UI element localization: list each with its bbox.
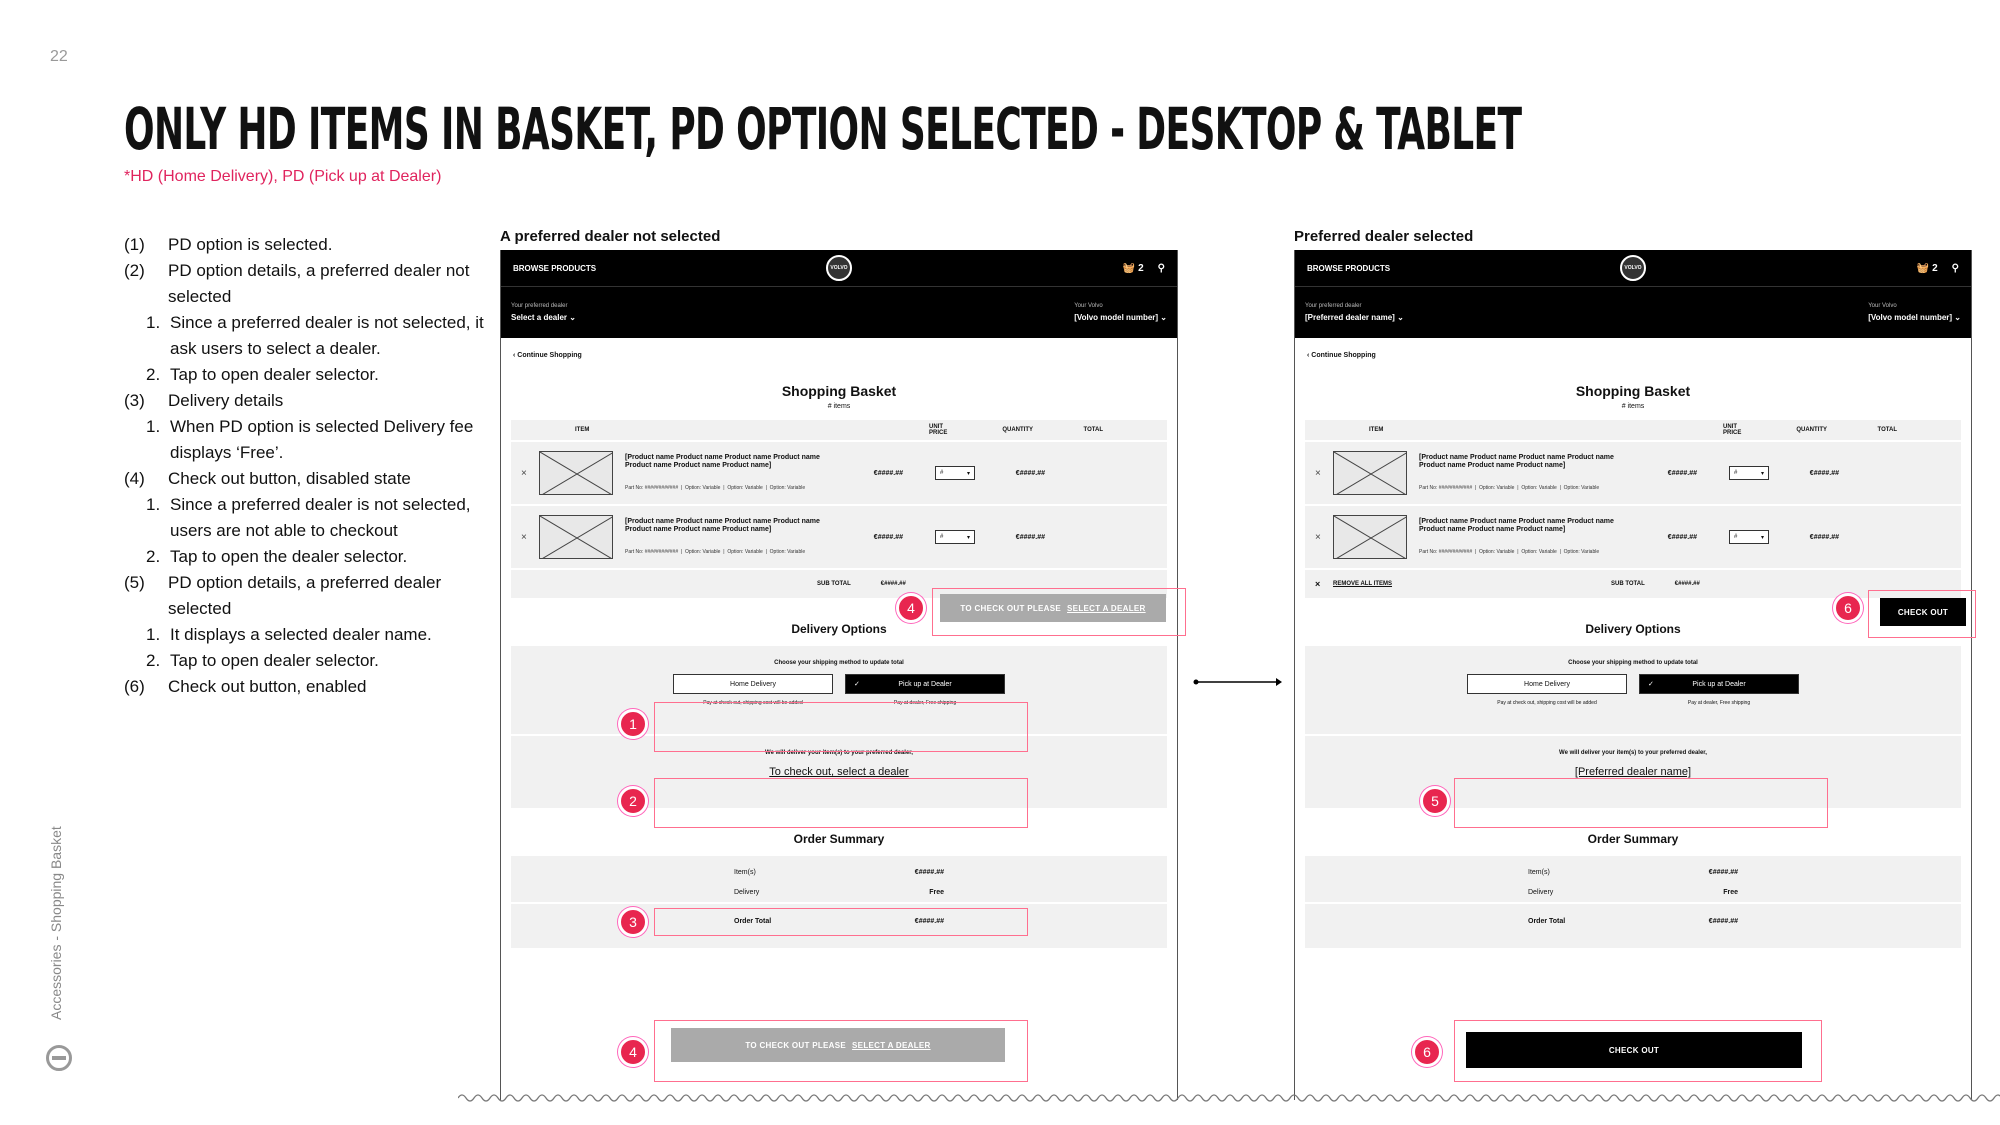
unit-price: €####.##	[873, 469, 903, 477]
checkout-button-top[interactable]: CHECK OUT	[1880, 598, 1966, 626]
chevron-down-icon: ⌄	[1160, 313, 1167, 322]
annotation-badge-2: 2	[618, 786, 648, 816]
page-subtitle: *HD (Home Delivery), PD (Pick up at Dealer)	[124, 168, 442, 185]
annotation-badge-4b: 4	[618, 1037, 648, 1067]
unit-price: €####.##	[1667, 533, 1697, 541]
top-nav	[1295, 250, 1971, 286]
dealer-details-block: We will deliver your item(s) to your preferred dealer, [Preferred dealer name]	[1305, 736, 1961, 808]
cart-icon[interactable]: 🧺 2	[1916, 262, 1938, 274]
volvo-logo-icon[interactable]: VOLVO	[1620, 255, 1646, 281]
page-number: 22	[50, 48, 68, 65]
basket-title: Shopping Basket	[781, 383, 897, 399]
checkout-disabled-button-top[interactable]: TO CHECK OUT PLEASE SELECT A DEALER	[940, 594, 1166, 622]
items-count: # items	[1621, 403, 1645, 410]
quantity-select[interactable]: # ▾	[1729, 466, 1769, 480]
preferred-dealer-link[interactable]: [Preferred dealer name]	[1574, 766, 1692, 778]
annotation-box-4a	[932, 588, 1186, 636]
annotation-badge-6a: 6	[1833, 593, 1863, 623]
annotation-badge-4a: 4	[896, 593, 926, 623]
note-item: 2. Tap to open dealer selector.	[146, 365, 379, 384]
annotation-box-6b	[1454, 1020, 1822, 1082]
product-name[interactable]: [Product name Product name Product name Product name Product name Product name Product name] Part No: ############ | Option: Variable | Option: Variable | Option: Variable	[625, 454, 820, 491]
caret-down-icon: ▾	[1760, 470, 1764, 477]
left-caption: A preferred dealer not selected	[500, 228, 721, 245]
caret-down-icon: ▾	[1760, 534, 1764, 541]
table-row	[1305, 504, 1961, 568]
quantity-select[interactable]: # ▾	[1729, 530, 1769, 544]
dealer-bar	[501, 286, 1177, 338]
basket-table: ITEM UNIT PRICE QUANTITY TOTAL × [Product name Product name Product name Product name Product name Product name Product name] Part No: ############ | Option: Variable | Option: Variable | Option: Variable €####.## # ▾ €####.## × [Product name Product name Product name Product name Product name Product name Product name] Part No: ############ | Option: Variable | Option: Variable | Option: Variable €####.## # ▾ €####.## SUB TOTAL €####.##	[511, 420, 1167, 598]
annotation-badge-3: 3	[618, 907, 648, 937]
home-delivery-option[interactable]: Home Delivery	[1467, 674, 1627, 694]
annotation-box-2	[654, 778, 1028, 828]
subtotal-row: SUB TOTAL €####.##	[511, 568, 1167, 598]
line-total: €####.##	[1809, 533, 1839, 541]
remove-all-link[interactable]: REMOVE ALL ITEMS	[1333, 581, 1393, 587]
note-item: (6) Check out button, enabled	[124, 677, 367, 696]
wavy-divider	[458, 1088, 2000, 1108]
note-item: 1. It displays a selected dealer name.	[146, 625, 432, 644]
note-item: 1. Since a preferred dealer is not selected, it ask users to select a dealer.	[146, 313, 484, 358]
pickup-dealer-option[interactable]: ✓ Pick up at Dealer	[845, 674, 1005, 694]
note-item: (5) PD option details, a preferred dealer selected	[124, 573, 442, 618]
table-row	[1305, 440, 1961, 504]
left-wireframe	[500, 250, 1178, 1100]
volvo-logo-icon	[46, 1045, 72, 1071]
note-item: (3) Delivery details	[124, 391, 284, 410]
dealer-bar	[1295, 286, 1971, 338]
volvo-logo-icon[interactable]: VOLVO	[826, 255, 852, 281]
note-item: 1. When PD option is selected Delivery fee displays ‘Free’.	[146, 417, 474, 462]
annotation-badge-1: 1	[618, 709, 648, 739]
delivery-options-title: Delivery Options	[791, 622, 887, 636]
pickup-dealer-option[interactable]: ✓ Pick up at Dealer	[1639, 674, 1799, 694]
remove-item-icon[interactable]: ×	[521, 531, 527, 543]
chevron-down-icon: ⌄	[569, 313, 576, 322]
line-total: €####.##	[1015, 469, 1045, 477]
product-image-placeholder	[1333, 515, 1407, 559]
caret-down-icon: ▾	[966, 470, 970, 477]
delivery-options-title: Delivery Options	[1585, 622, 1681, 636]
subtotal-row: × REMOVE ALL ITEMS SUB TOTAL €####.##	[1305, 568, 1961, 598]
page-title: ONLY HD ITEMS IN BASKET, PD OPTION SELECTED - DESKTOP & TABLET	[124, 95, 1522, 163]
table-row	[511, 504, 1167, 568]
remove-item-icon[interactable]: ×	[521, 467, 527, 479]
annotation-box-4b	[654, 1020, 1028, 1082]
annotation-box-3	[654, 908, 1028, 936]
checkout-disabled-button[interactable]: TO CHECK OUT PLEASE SELECT A DEALER	[671, 1028, 1005, 1062]
continue-shopping-link[interactable]: ‹ Continue Shopping	[513, 352, 582, 359]
basket-table: ITEM UNIT PRICE QUANTITY TOTAL × [Product name Product name Product name Product name Product name Product name Product name] Part No: ############ | Option: Variable | Option: Variable | Option: Variable €####.## # ▾ €####.## × [Product name Product name Product name Product name Product name Product name Product name] Part No: ############ | Option: Variable | Option: Variable | Option: Variable €####.## # ▾ €####.## × REMOVE ALL ITEMS SUB TOTAL €####.##	[1305, 420, 1961, 598]
sidebar-label: Accessories - Shopping Basket	[48, 826, 64, 1020]
annotation-box-1	[654, 702, 1028, 752]
dealer-selector[interactable]: Your preferred dealer [Preferred dealer name] ⌄	[1305, 303, 1404, 322]
product-name[interactable]: [Product name Product name Product name Product name Product name Product name Product name] Part No: ############ | Option: Variable | Option: Variable | Option: Variable	[1419, 518, 1614, 555]
line-total: €####.##	[1015, 533, 1045, 541]
browse-products-link[interactable]: BROWSE PRODUCTS	[513, 263, 597, 273]
select-dealer-link[interactable]: To check out, select a dealer	[769, 766, 909, 778]
top-nav	[501, 250, 1177, 286]
unit-price: €####.##	[1667, 469, 1697, 477]
chevron-down-icon: ⌄	[1397, 313, 1404, 322]
delivery-options-block: Choose your shipping method to update total Home Delivery ✓ Pick up at Dealer Pay at check out, shipping cost will be added Pay at dealer, Free shipping	[1305, 646, 1961, 734]
product-image-placeholder	[539, 451, 613, 495]
home-delivery-option[interactable]: Home Delivery	[673, 674, 833, 694]
cart-icon[interactable]: 🧺 2	[1122, 262, 1144, 274]
order-summary-title: Order Summary	[793, 832, 885, 846]
annotation-badge-5: 5	[1420, 786, 1450, 816]
remove-item-icon[interactable]: ×	[1315, 467, 1321, 479]
annotation-box-5	[1454, 778, 1828, 828]
product-image-placeholder	[1333, 451, 1407, 495]
check-icon: ✓	[854, 681, 860, 688]
continue-shopping-link[interactable]: ‹ Continue Shopping	[1307, 352, 1376, 359]
product-name[interactable]: [Product name Product name Product name Product name Product name Product name Product name] Part No: ############ | Option: Variable | Option: Variable | Option: Variable	[1419, 454, 1614, 491]
note-item: (1) PD option is selected.	[124, 235, 333, 254]
quantity-select[interactable]: # ▾	[935, 530, 975, 544]
right-wireframe	[1294, 250, 1972, 1100]
annotation-badge-6b: 6	[1412, 1037, 1442, 1067]
unit-price: €####.##	[873, 533, 903, 541]
product-name[interactable]: [Product name Product name Product name Product name Product name Product name Product name] Part No: ############ | Option: Variable | Option: Variable | Option: Variable	[625, 518, 820, 555]
note-item: (4) Check out button, disabled state	[124, 469, 411, 488]
items-count: # items	[827, 403, 851, 410]
volvo-selector[interactable]: Your Volvo [Volvo model number] ⌄	[1868, 303, 1961, 322]
caret-down-icon: ▾	[966, 534, 970, 541]
basket-title: Shopping Basket	[1575, 383, 1691, 399]
remove-item-icon[interactable]: ×	[1315, 531, 1321, 543]
notes-list	[124, 232, 484, 700]
transition-arrow-icon	[1192, 674, 1282, 690]
note-item: 2. Tap to open dealer selector.	[146, 651, 379, 670]
delivery-options-block: Choose your shipping method to update total Home Delivery ✓ Pick up at Dealer Pay at check out, shipping cost will be added Pay at dealer, Free shipping	[511, 646, 1167, 734]
annotation-box-6a	[1868, 590, 1976, 638]
browse-products-link[interactable]: BROWSE PRODUCTS	[1307, 263, 1391, 273]
chevron-down-icon: ⌄	[1954, 313, 1961, 322]
line-total: €####.##	[1809, 469, 1839, 477]
dealer-details-block: We will deliver your item(s) to your preferred dealer, To check out, select a dealer	[511, 736, 1167, 808]
note-item: 2. Tap to open the dealer selector.	[146, 547, 408, 566]
order-summary-block: Item(s) €####.## Delivery Free Order Total €####.##	[511, 856, 1167, 948]
search-icon[interactable]: ⚲	[1951, 262, 1959, 274]
search-icon[interactable]: ⚲	[1157, 262, 1165, 274]
right-caption: Preferred dealer selected	[1294, 228, 1474, 245]
table-row	[511, 440, 1167, 504]
product-image-placeholder	[539, 515, 613, 559]
note-item: 1. Since a preferred dealer is not selected, users are not able to checkout	[146, 495, 471, 540]
order-summary-title: Order Summary	[1587, 832, 1679, 846]
checkout-button[interactable]: CHECK OUT	[1466, 1032, 1802, 1068]
note-item: (2) PD option details, a preferred dealer not selected	[124, 261, 470, 306]
volvo-selector[interactable]: Your Volvo [Volvo model number] ⌄	[1074, 303, 1167, 322]
check-icon: ✓	[1648, 681, 1654, 688]
dealer-selector[interactable]: Your preferred dealer Select a dealer ⌄	[511, 303, 576, 322]
order-summary-block: Item(s) €####.## Delivery Free Order Total €####.##	[1305, 856, 1961, 948]
quantity-select[interactable]: # ▾	[935, 466, 975, 480]
